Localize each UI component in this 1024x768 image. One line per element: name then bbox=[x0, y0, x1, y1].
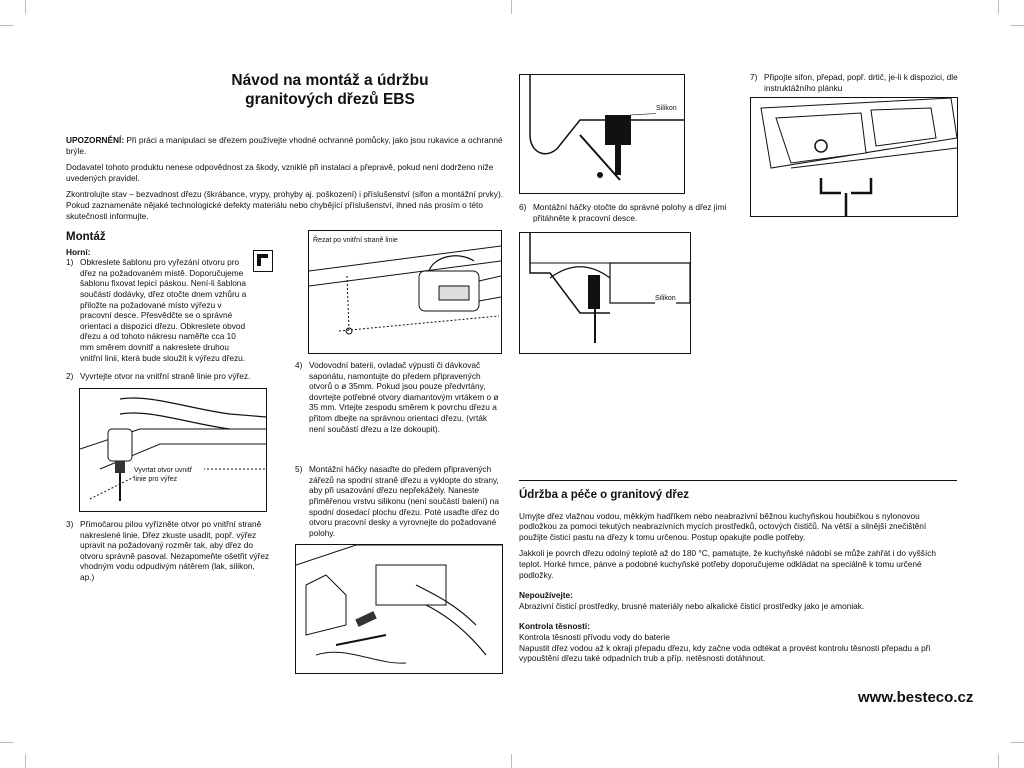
middle-steps bbox=[295, 360, 500, 546]
silikon-label-2: Silikon bbox=[655, 295, 676, 302]
crop-mark bbox=[1010, 742, 1024, 743]
template-icon bbox=[253, 250, 273, 272]
crop-mark bbox=[0, 25, 14, 26]
silikon-illustration-2 bbox=[519, 232, 691, 354]
silikon-illustration-1 bbox=[519, 74, 685, 194]
step-number: 1) bbox=[66, 257, 74, 268]
step-5 bbox=[295, 464, 500, 538]
step-4 bbox=[295, 360, 500, 434]
step-number: 5) bbox=[295, 464, 303, 475]
title-line-1: Návod na montáž a údržbu bbox=[231, 72, 429, 89]
step-1 bbox=[66, 257, 266, 363]
montaz-section bbox=[66, 222, 266, 390]
drill-label: Vyvrtat otvor uvnitř linie pro výřez bbox=[134, 467, 204, 484]
step-text: Připojte sifon, přepad, popř. drtič, je-li k dispozici, dle instruktážního plánku bbox=[764, 72, 958, 93]
crop-mark bbox=[25, 0, 26, 14]
warning-text: Při práci a manipulaci se dřezem používejte vhodné ochranné pomůcky, jako jsou rukavice a ochranné brýle. bbox=[66, 135, 503, 156]
montaz-heading: Montáž bbox=[66, 231, 106, 243]
silikon-label-1: Silikon bbox=[656, 105, 677, 112]
step-number: 2) bbox=[66, 371, 74, 382]
kontrola-line-2: Napustit dřez vodou až k okraji přepadu dřezu, kdy začne voda odtékat a provést kontrolu těsnosti přepadu a při vypouštění dřezu také odpadních trub a příp. netěsnosti dotáhnout. bbox=[519, 642, 931, 664]
website-url: www.besteco.cz bbox=[858, 689, 974, 706]
crop-mark bbox=[511, 754, 512, 768]
crop-mark bbox=[998, 0, 999, 14]
step-number: 6) bbox=[519, 202, 527, 212]
step-text: Přímočarou pilou vyřízněte otvor po vnitřní straně nakreslené linie. Dřez zkuste usadit, popř. výřez upravit na požadovaný rozměr tak, aby dřez do otvoru správně pasoval. Nezapomeňte ošetřit výřez vhodným vodu odpudivým nátěrem (lak, silikon, ap.) bbox=[80, 519, 270, 582]
warning-paragraph bbox=[66, 135, 503, 156]
udrzba-section bbox=[519, 490, 957, 664]
step-6 bbox=[519, 202, 749, 223]
step-number: 4) bbox=[295, 360, 303, 370]
crop-mark bbox=[1010, 25, 1024, 26]
step-number: 3) bbox=[66, 519, 74, 529]
step-7 bbox=[750, 72, 960, 93]
step-text: Montážní háčky otočte do správné polohy a dřez jimi přitáhněte k pracovní desce. bbox=[533, 202, 727, 223]
step-2 bbox=[66, 371, 266, 382]
step-text: Vodovodní baterii, ovladač výpusti či dávkovač saponátu, namontujte do předem připravených otvorů o ø 35mm. Pokud jsou pouze předvrtány, dovrtejte potřebné otvory diamantovým vrtákem o ø 35 mm. Vrtejte zespodu směrem k povrchu dřezu a přitom dbejte na správnou orientaci dřezu. (vrták není součástí dřezu a lze dokoupit). bbox=[309, 360, 499, 434]
hooks-illustration bbox=[295, 544, 503, 674]
step-6-block bbox=[519, 202, 749, 231]
intro-section bbox=[66, 135, 503, 227]
udrzba-heading: Údržba a péče o granitový dřez bbox=[519, 489, 689, 501]
step-number: 7) bbox=[750, 72, 758, 82]
drill-illustration bbox=[79, 388, 267, 512]
kontrola-line-1: Kontrola těsnosti přívodu vody do baterie bbox=[519, 631, 670, 642]
saw-label: Řezat po vnitřní straně linie bbox=[313, 237, 398, 244]
step-3-block bbox=[66, 519, 271, 591]
section-divider bbox=[519, 480, 957, 481]
crop-mark bbox=[511, 0, 512, 14]
kontrola-label: Kontrola těsnosti: bbox=[519, 621, 590, 632]
step-text: Obkreslete šablonu pro vyřezání otvoru pro dřez na požadovaném místě. Doporučujeme šablonu fixovat lepicí páskou. Není-li šablona součástí dodávky, dřez otočte dnem vzhůru a přiložte na požadované místo výřezu v pracovní desce. Přesvědčte se o správné orientaci a dispozici dřezu. Obkreslete obvod dřezu a od tohoto nákresu naměřte cca 10 mm směrem dovnitř a nakreslete druhou vnitřní linii, která bude sloužit k výřezu dřezu. bbox=[80, 257, 247, 363]
siphon-illustration bbox=[750, 97, 958, 217]
step-text: Vyvrtejte otvor na vnitřní straně linie pro výřez. bbox=[80, 371, 251, 382]
warning-label: UPOZORNĚNÍ: bbox=[66, 135, 125, 145]
crop-mark bbox=[998, 754, 999, 768]
step-3 bbox=[66, 519, 271, 583]
liability-paragraph: Dodavatel tohoto produktu nenese odpovědnost za škody, vzniklé při instalaci a přepravě, pokud není dodrženo níže uvedených pravidel. bbox=[66, 162, 494, 183]
udrzba-paragraph-1: Umyjte dřez vlažnou vodou, měkkým hadříkem nebo neabrazivní běžnou kuchyňskou houbičkou s nylonovou podložkou za pomoci tekutých neabrazivních mycích prostředků, octových čističů. Na větší a silnější znečištění použijte čisticí pastu na dřezy k tomu určenou. Postup opakujte podle potřeby. bbox=[519, 510, 927, 542]
nepouzivejte-label: Nepoužívejte: bbox=[519, 590, 573, 601]
step-text: Montážní háčky nasaďte do předem připravených zářezů na spodní straně dřezu a vyklopte do strany, aby při usazování dřezu nepřekážely. Naneste přiměřenou vrstvu silikonu (není součástí balení) na spodní dosedací plochu dřezu. Poté usaďte dřez do otvoru pracovní desky a vyrovnejte do požadované polohy. bbox=[309, 464, 500, 538]
check-paragraph: Zkontrolujte stav – bezvadnost dřezu (škrábance, vrypy, prohyby aj. poškození) i příslušenství (sifon a montážní prvky). Pokud zaznamenáte nějaké technologické defekty materiálu nebo chybějící příslušenství, ihned nás prosím o této skutečnosti informujte. bbox=[66, 189, 504, 221]
crop-mark bbox=[0, 742, 14, 743]
title-line-2: granitových dřezů EBS bbox=[245, 91, 415, 108]
montaz-subheading: Horní: bbox=[66, 246, 91, 257]
nepouzivejte-text: Abrazivní čisticí prostředky, brusné materiály nebo alkalické čisticí prostředky jako je amoniak. bbox=[519, 600, 865, 611]
crop-mark bbox=[25, 754, 26, 768]
document-title bbox=[195, 71, 465, 109]
saw-illustration bbox=[308, 230, 502, 354]
udrzba-paragraph-2: Jakkoli je povrch dřezu odolný teplotě až do 180 °C, pamatujte, že kuchyňské nádobí se může zahřát i do vyšších teplot. Horké hrnce, pánve a podobné kuchyňské potřeby doporučujeme odkládat na speciálně k tomu určené podložky. bbox=[519, 548, 937, 580]
